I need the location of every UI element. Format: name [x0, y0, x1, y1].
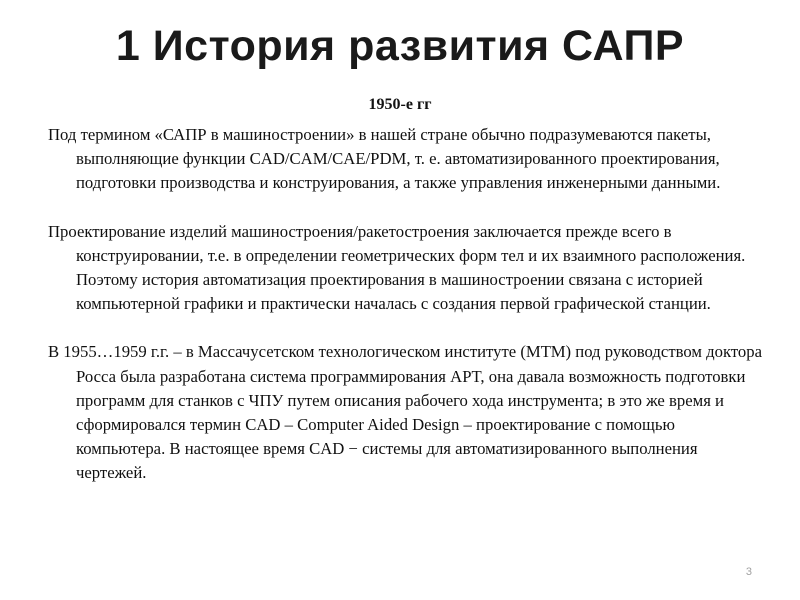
paragraph-cad-definition: Под термином «САПР в машиностроении» в нашей стране обычно подразумеваются пакеты, выполняющие функции CAD/CAM/CAE/PDM, т. е. автоматизированного проектирования, подготовки производства и конструирования, а также управления инженерными данными. [48, 125, 721, 193]
paragraph-apt-system: В 1955…1959 г.г. – в Массачусетском технологическом институте (МТМ) под руководством доктора Росса была разработана система программирования APT, она давала возможность подготовки программ для станков с ЧПУ путем описания рабочего хода инструмента; в это же время и сформировался термин CAD – Computer Aided Design – проектирование с помощью компьютера. В настоящее время CAD − системы для автоматизированного выполнения чертежей. [48, 342, 763, 483]
paragraph-design-history: Проектирование изделий машиностроения/ракетостроения заключается прежде всего в конструировании, т.е. в определении геометрических форм тел и их взаимного расположения. Поэтому история автоматизация проектирования в машиностроении связана с историей компьютерной графики и практически началась с создания первой графической станции. [48, 221, 746, 314]
slide-title: 1 История развития САПР [115, 22, 685, 70]
page-number: 3 [745, 566, 752, 578]
slide-subtitle: 1950-е гг [368, 96, 432, 113]
slide-body [48, 123, 768, 486]
